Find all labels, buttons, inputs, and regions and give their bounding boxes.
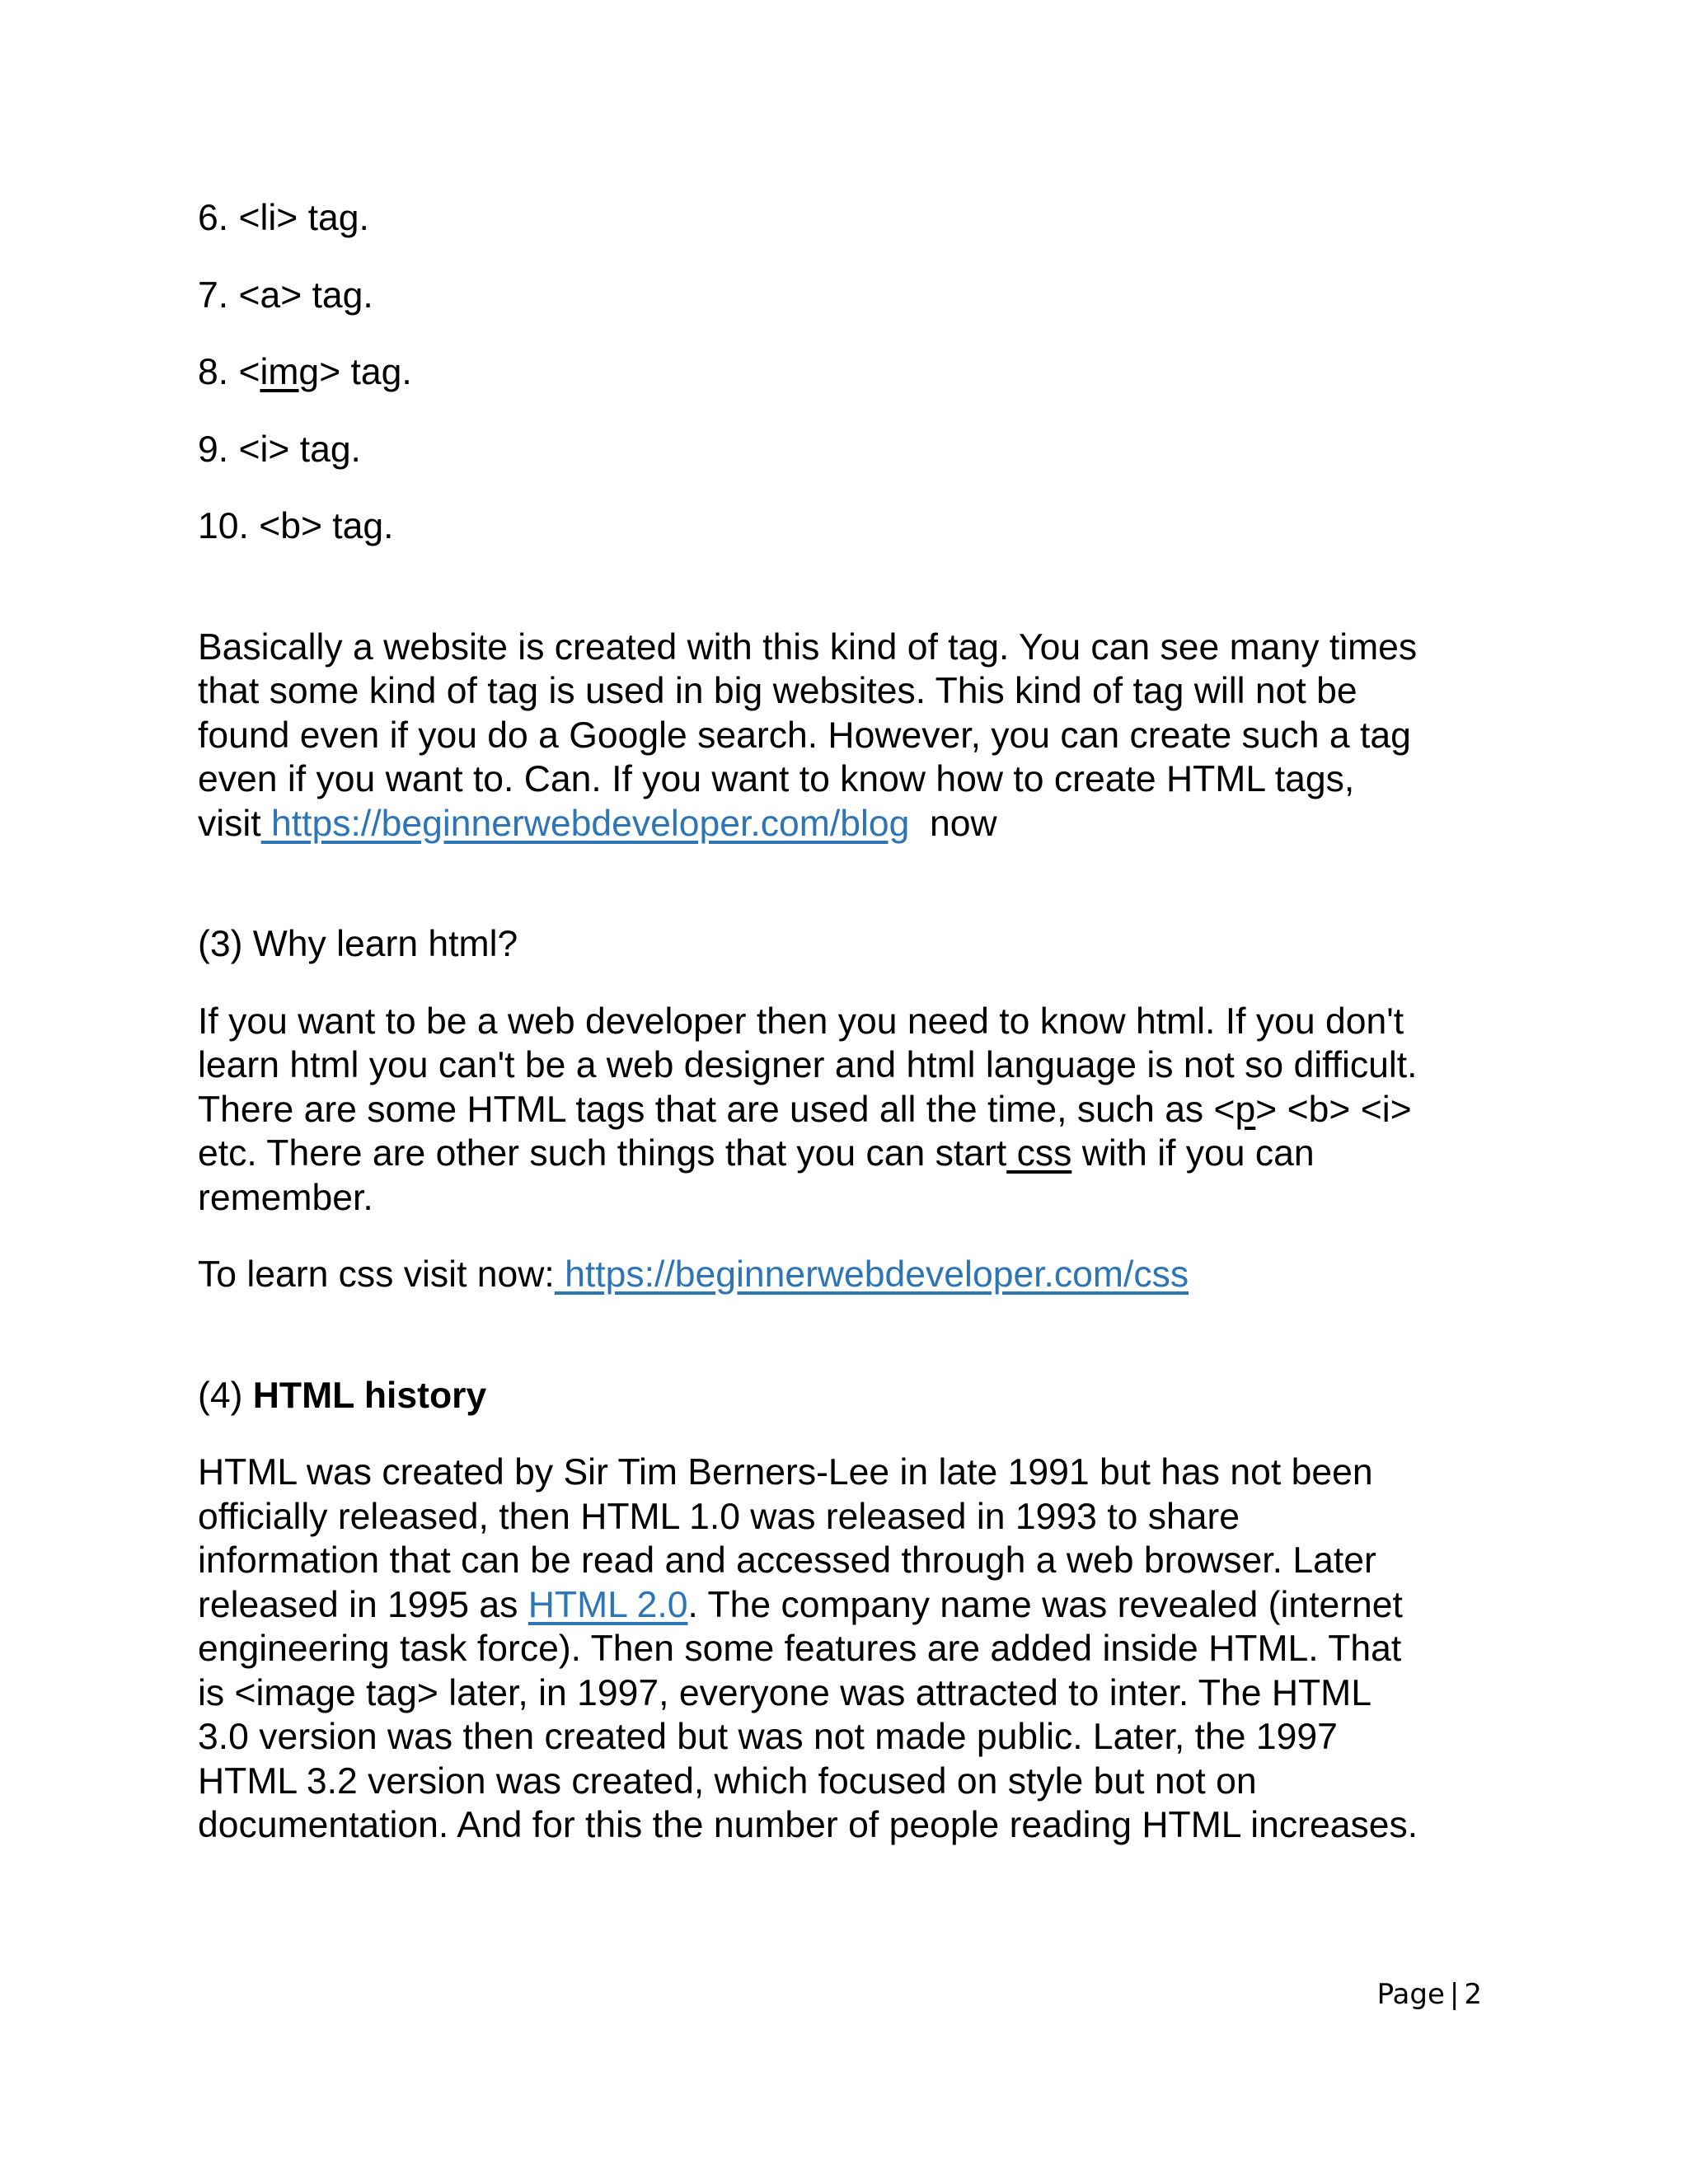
paragraph-why-learn xyxy=(198,1000,1500,1221)
css-link[interactable]: https://beginnerwebdeveloper.com/css xyxy=(554,1254,1189,1295)
underlined-word: css xyxy=(1006,1133,1072,1174)
paragraph-text: . The company name was revealed (internet xyxy=(687,1584,1403,1625)
page-content xyxy=(198,196,1500,1848)
html-2-link[interactable]: HTML 2.0 xyxy=(528,1584,688,1625)
section-heading-why-learn-html: (3) Why learn html? xyxy=(198,924,518,964)
paragraph-text: There are some HTML tags that are used all the time, such as < xyxy=(198,1089,1236,1130)
list-item-text: 7. <a> tag. xyxy=(198,274,373,316)
paragraph-line: remember. xyxy=(198,1177,373,1218)
paragraph-line: officially released, then HTML 1.0 was released in 1993 to share xyxy=(198,1496,1240,1537)
list-item-text: > tag. xyxy=(319,352,412,392)
paragraph-line: HTML 3.2 version was created, which focused on style but not on xyxy=(198,1760,1257,1802)
list-item-text: 8. < xyxy=(198,352,260,392)
paragraph-line: is <image tag> later, in 1997, everyone was attracted to inter. The HTML xyxy=(198,1672,1372,1713)
heading-number: (4) xyxy=(198,1375,253,1416)
paragraph-tags-intro xyxy=(198,626,1500,846)
paragraph-line: 3.0 version was then created but was not made public. Later, the 1997 xyxy=(198,1717,1338,1757)
paragraph-line xyxy=(198,802,1500,846)
list-item xyxy=(198,274,1500,318)
paragraph-line: Basically a website is created with this kind of tag. You can see many times xyxy=(198,626,1418,668)
tag-list xyxy=(198,196,1500,549)
paragraph-text: visit xyxy=(198,803,261,844)
paragraph-line: engineering task force). Then some features are added inside HTML. That xyxy=(198,1629,1402,1669)
underlined-word: p xyxy=(1235,1089,1256,1130)
list-item-text: 6. <li> tag. xyxy=(198,198,369,238)
paragraph-line: If you want to be a web developer then you need to know html. If you don't xyxy=(198,1001,1404,1042)
paragraph-line: learn html you can't be a web designer and html language is not so difficult. xyxy=(198,1045,1418,1085)
list-item xyxy=(198,428,1500,472)
paragraph-text: with if you can xyxy=(1071,1133,1315,1174)
paragraph-text: now xyxy=(909,803,997,844)
list-item xyxy=(198,504,1500,549)
list-item-text: 10. <b> tag. xyxy=(198,506,394,546)
list-item-text: 9. <i> tag. xyxy=(198,429,361,470)
list-item xyxy=(198,350,1500,395)
paragraph-text: To learn css visit now: xyxy=(198,1254,555,1295)
paragraph-line: information that can be read and accessed through a web browser. Later xyxy=(198,1540,1376,1581)
paragraph-text: etc. There are other such things that you can start xyxy=(198,1133,1007,1174)
paragraph-line xyxy=(198,1132,1500,1176)
paragraph-line xyxy=(198,1088,1500,1132)
paragraph-text: released in 1995 as xyxy=(198,1584,528,1625)
underlined-word: img xyxy=(260,352,320,392)
page-label: Page xyxy=(1376,1978,1445,2011)
page-number: 2 xyxy=(1464,1978,1482,2011)
paragraph-line: documentation. And for this the number of people reading HTML increases. xyxy=(198,1805,1418,1845)
list-item xyxy=(198,196,1500,241)
paragraph-line: found even if you do a Google search. However, you can create such a tag xyxy=(198,715,1411,756)
paragraph-text: > <b> <i> xyxy=(1255,1089,1412,1130)
blog-link[interactable]: https://beginnerwebdeveloper.com/blog xyxy=(260,803,910,844)
page-separator: | xyxy=(1449,1978,1460,2011)
heading-title: HTML history xyxy=(252,1375,487,1416)
paragraph-html-history xyxy=(198,1451,1500,1848)
section-heading-html-history xyxy=(198,1374,1500,1418)
paragraph-line: even if you want to. Can. If you want to know how to create HTML tags, xyxy=(198,759,1355,799)
paragraph-line xyxy=(198,1583,1500,1628)
paragraph-line: that some kind of tag is used in big websites. This kind of tag will not be xyxy=(198,671,1357,711)
paragraph-line xyxy=(198,1253,1500,1297)
paragraph-line: HTML was created by Sir Tim Berners-Lee in late 1991 but has not been xyxy=(198,1452,1373,1493)
page-footer xyxy=(1377,1978,1482,2011)
